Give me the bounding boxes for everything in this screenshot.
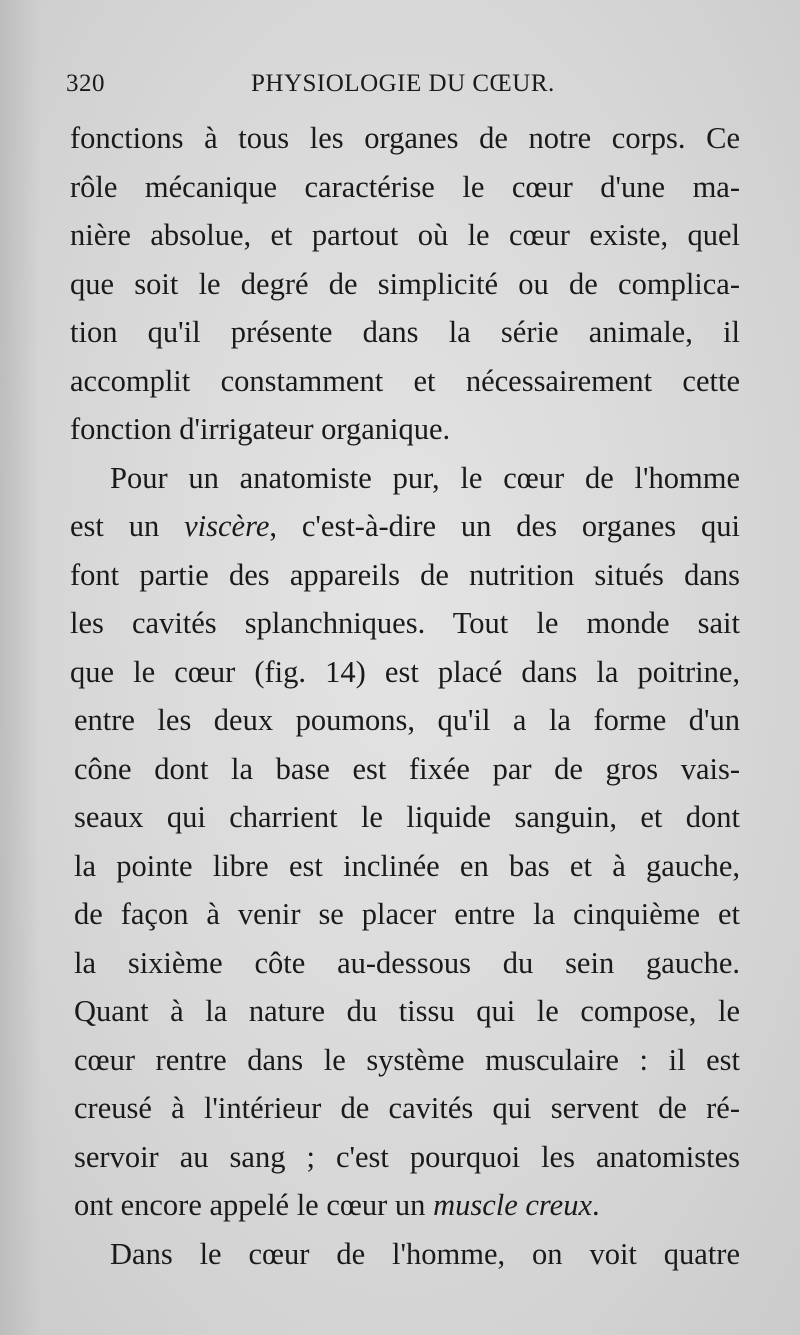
text-segment: fonctions à tous les organes de notre corps. Ce — [70, 121, 740, 155]
text-line — [70, 890, 740, 939]
text-segment: creusé à l'intérieur de cavités qui servent de ré- — [74, 1091, 740, 1125]
text-segment: cône dont la base est fixée par de gros vais- — [74, 751, 740, 786]
text-segment: la pointe libre est inclinée en bas et à gauche, — [74, 848, 740, 883]
text-line — [70, 1084, 740, 1133]
text-segment: Quant à la nature du tissu qui le compose, le — [74, 994, 740, 1028]
text-segment: rôle mécanique caractérise le cœur d'une ma- — [70, 169, 740, 204]
text-segment: accomplit constamment et nécessairement cette — [70, 363, 740, 398]
text-segment: Dans le cœur de l'homme, on voit quatre — [110, 1236, 740, 1271]
page-header — [66, 64, 750, 100]
text-segment: ont encore appelé le cœur un — [74, 1188, 434, 1222]
text-line — [70, 1036, 740, 1085]
text-line — [70, 357, 740, 406]
running-head: PHYSIOLOGIE DU CŒUR. — [251, 70, 555, 97]
text-line — [70, 454, 740, 503]
text-segment: Pour un anatomiste pur, le cœur de l'homme — [110, 460, 740, 495]
body-text — [70, 114, 740, 1278]
text-line — [70, 648, 740, 697]
text-segment: est un — [70, 509, 185, 543]
text-line — [70, 987, 740, 1036]
text-line — [70, 599, 740, 648]
text-segment: que soit le degré de simplicité ou de complica- — [70, 266, 740, 301]
text-line — [70, 842, 740, 891]
text-line — [70, 405, 740, 454]
text-line — [70, 163, 740, 212]
text-segment: nière absolue, et partout où le cœur existe, quel — [70, 218, 740, 252]
page-number: 320 — [66, 70, 105, 97]
text-segment: la sixième côte au-dessous du sein gauche. — [74, 945, 740, 980]
text-line — [70, 211, 740, 260]
text-segment: servoir au sang ; c'est pourquoi les anatomistes — [74, 1139, 740, 1174]
text-line — [70, 939, 740, 988]
text-line — [70, 793, 740, 842]
text-line — [70, 308, 740, 357]
text-segment: font partie des appareils de nutrition situés dans — [70, 557, 740, 592]
text-line — [70, 114, 740, 163]
text-segment: que le cœur (fig. 14) est placé dans la poitrine, — [70, 654, 740, 689]
italic-term: muscle creux — [433, 1188, 592, 1222]
text-segment: tion qu'il présente dans la série animale, il — [70, 315, 740, 349]
italic-term: viscère — [184, 509, 270, 543]
text-line — [70, 1230, 740, 1279]
text-segment: les cavités splanchniques. Tout le monde sait — [70, 606, 740, 640]
text-segment: seaux qui charrient le liquide sanguin, et dont — [74, 800, 740, 834]
text-line — [70, 551, 740, 600]
text-segment: , c'est-à-dire un des organes qui — [269, 509, 740, 543]
text-line — [70, 696, 740, 745]
text-segment: . — [591, 1188, 600, 1222]
text-line — [70, 260, 740, 309]
text-segment: fonction d'irrigateur organique. — [70, 412, 451, 446]
text-line — [70, 502, 740, 551]
text-line — [70, 1133, 740, 1182]
text-line — [70, 1181, 740, 1230]
text-segment: cœur rentre dans le système musculaire : il est — [74, 1042, 740, 1077]
text-segment: entre les deux poumons, qu'il a la forme d'un — [74, 703, 740, 737]
text-line — [70, 745, 740, 794]
text-segment: de façon à venir se placer entre la cinquième et — [74, 897, 740, 931]
